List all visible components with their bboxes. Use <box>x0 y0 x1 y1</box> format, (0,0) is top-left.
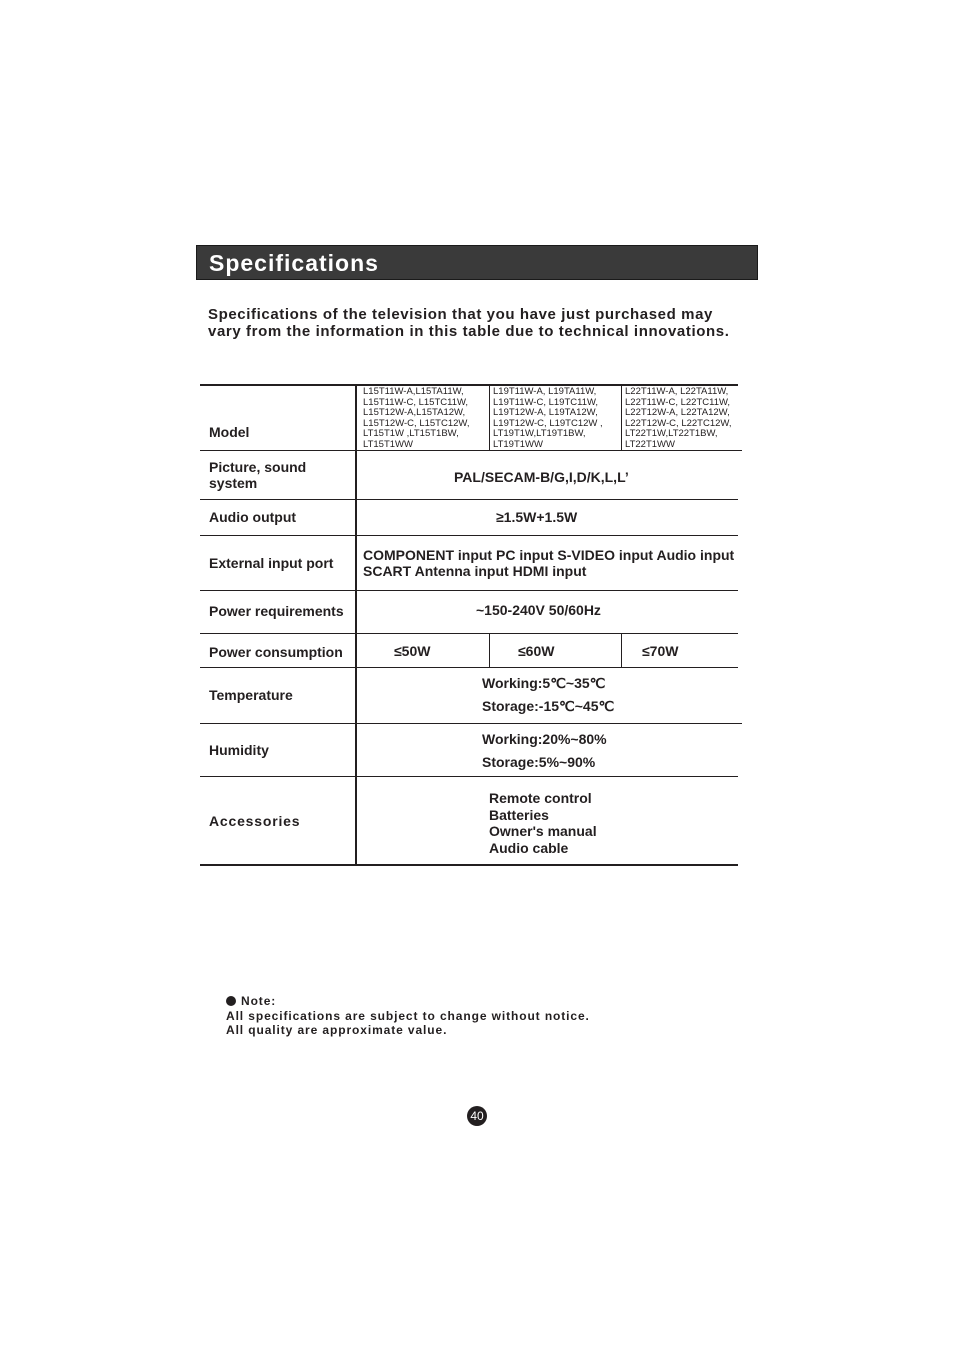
model-entry: L15T11W-C, L15TC11W, <box>363 396 469 408</box>
picture-sound-label <box>209 459 306 491</box>
note-line-2: All quality are approximate value. <box>226 1023 448 1037</box>
accessory-item: Batteries <box>489 806 549 823</box>
picture-sound-value: PAL/SECAM-B/G,I,D/K,L,L’ <box>454 469 629 485</box>
note-line-1: All specifications are subject to change without notice. <box>226 1008 590 1023</box>
title-bar <box>196 245 758 280</box>
model-entry: LT19T1W,LT19T1BW, <box>493 428 586 440</box>
humidity-storage: Storage:5%~90% <box>482 754 596 770</box>
row-divider <box>200 590 738 591</box>
model-entry: L19T11W-C, L19TC11W, <box>493 396 599 408</box>
model-col-divider-1 <box>489 385 490 451</box>
power-requirements-label: Power requirements <box>209 603 344 619</box>
model-entry: L15T12W-A,L15TA12W, <box>363 407 466 419</box>
power-requirements-value: ~150-240V 50/60Hz <box>476 602 601 618</box>
row-divider <box>200 499 738 500</box>
power-consumption-label: Power consumption <box>209 644 343 660</box>
accessories-list <box>489 790 597 857</box>
page-title: Specifications <box>209 250 379 276</box>
model-entry: L22T11W-C, L22TC11W, <box>625 396 731 408</box>
picture-sound-label-line-2: system <box>209 475 258 491</box>
humidity-working: Working:20%~80% <box>482 731 607 747</box>
audio-output-value: ≥1.5W+1.5W <box>496 509 578 525</box>
model-entry: L15T12W-C, L15TC12W, <box>363 417 470 429</box>
model-entry: L19T12W-C, L19TC12W , <box>493 417 603 429</box>
model-entry: LT15T1W ,LT15T1BW, <box>363 428 459 440</box>
note-block <box>226 994 590 1038</box>
model-entry: L19T11W-A, L19TA11W, <box>493 386 597 397</box>
row-divider <box>200 535 738 536</box>
model-entry: LT15T1WW <box>363 438 413 450</box>
table-bottom-border <box>200 864 738 866</box>
temperature-working: Working:5℃~35℃ <box>482 675 606 691</box>
power-consumption-15: ≤50W <box>394 643 431 659</box>
external-input-label: External input port <box>209 555 334 571</box>
accessory-item: Remote control <box>489 790 592 806</box>
model-entry: L19T12W-A, L19TA12W, <box>493 407 598 419</box>
external-input-line-2: SCART Antenna input HDMI input <box>363 563 587 579</box>
temperature-storage: Storage:-15℃~45℃ <box>482 698 615 714</box>
humidity-label: Humidity <box>209 742 269 758</box>
picture-sound-label-line-1: Picture, sound <box>209 459 307 475</box>
model-entry: LT22T1WW <box>625 438 675 450</box>
model-list-22 <box>625 387 731 451</box>
row-divider <box>200 723 742 724</box>
row-divider <box>200 667 738 668</box>
model-entry: LT19T1WW <box>493 438 543 450</box>
power-consumption-22: ≤70W <box>642 643 679 659</box>
audio-output-label: Audio output <box>209 509 297 525</box>
model-label: Model <box>209 424 250 440</box>
accessory-item: Owner's manual <box>489 823 597 840</box>
row-divider <box>200 633 738 634</box>
bullet-icon <box>226 996 236 1006</box>
page-number: 40 <box>467 1106 487 1126</box>
accessories-label: Accessories <box>209 813 301 829</box>
model-list-19 <box>493 387 603 451</box>
model-entry: LT22T1W,LT22T1BW, <box>625 428 718 440</box>
model-entry: L22T11W-A, L22TA11W, <box>625 386 729 397</box>
note-title: Note: <box>241 994 277 1008</box>
power-consumption-19: ≤60W <box>518 643 555 659</box>
model-entry: L22T12W-A, L22TA12W, <box>625 407 730 419</box>
model-list-15 <box>363 387 469 451</box>
table-vertical-divider <box>355 384 357 865</box>
model-entry: L22T12W-C, L22TC12W, <box>625 417 732 429</box>
model-entry: L15T11W-A,L15TA11W, <box>363 386 464 397</box>
note-heading <box>226 994 590 1009</box>
intro-line-1: Specifications of the television that you have just purchased may <box>208 306 713 323</box>
external-input-line-1: COMPONENT input PC input S-VIDEO input Audio input <box>363 547 735 563</box>
power-col-divider-1 <box>489 633 490 667</box>
temperature-label: Temperature <box>209 687 293 703</box>
intro-paragraph <box>208 306 768 340</box>
accessory-item: Audio cable <box>489 840 569 857</box>
model-col-divider-2 <box>621 385 622 451</box>
row-divider <box>200 776 738 777</box>
intro-line-2: vary from the information in this table due to technical innovations. <box>208 323 730 340</box>
power-col-divider-2 <box>621 633 622 667</box>
